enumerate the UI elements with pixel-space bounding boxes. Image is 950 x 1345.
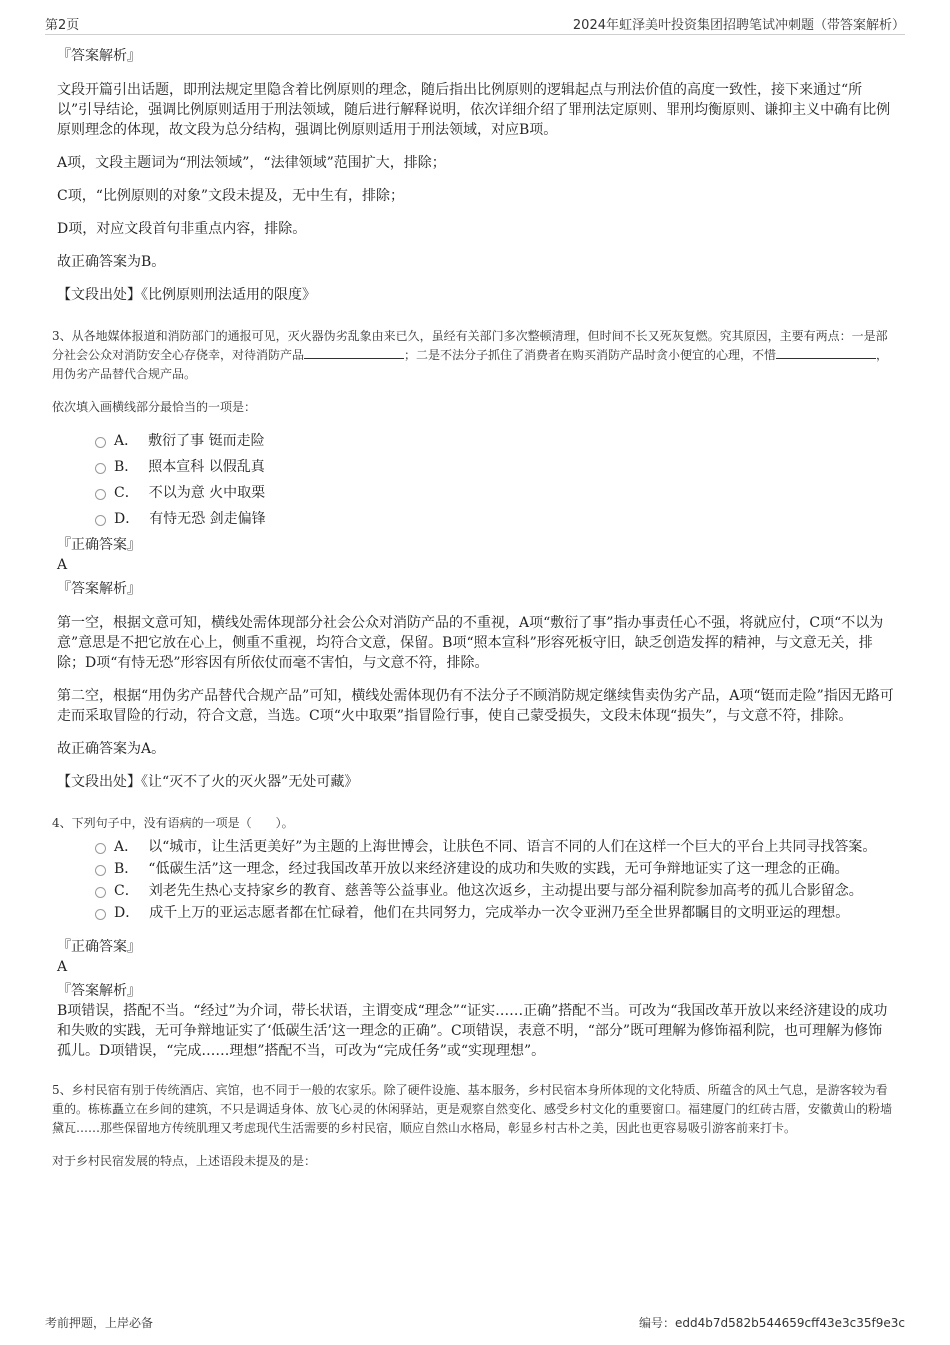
q3-option-c[interactable]: C． 不以为意 火中取栗 (95, 483, 895, 503)
q2-analysis-p3: C项，“比例原则的对象”文段未提及，无中生有，排除； (57, 188, 405, 204)
q4-analysis-label: 『答案解析』 (57, 983, 141, 999)
page-header (45, 14, 905, 35)
q3-option-d[interactable]: D． 有恃无恐 剑走偏锋 (95, 509, 895, 529)
radio-icon[interactable] (95, 909, 106, 920)
q2-analysis-p5: 故正确答案为B。 (57, 254, 166, 270)
q3-text-a: 3、从各地媒体报道和消防部门的通报可见，灭火器伪劣乱象由来已久，虽经有关部门多次整顿清理，但时间不长又死灰复燃。究其原因，主要有两点：一是部分社会公众对消防安全心存侥幸，对待消防产品 (52, 329, 888, 362)
q4-analysis-p1: B项错误，搭配不当。“经过”为介词，带长状语，主谓变成“理念”“证实……正确”搭配不当。可改为“我国改革开放以来经济建设的成功和失败的实践，无可争辩地证实了‘低碳生活’这一理念的正确”。C项错误，表意不明，“部分”既可理解为修饰福利院，也可理解为修饰孤儿。D项错误，“完成……理想”搭配不当，可改为“完成任务”或“实现理想”。 (57, 1003, 888, 1059)
q2-source: 【文段出处】《比例原则刑法适用的限度》 (57, 287, 316, 303)
q3-analysis-p1: 第一空，根据文意可知，横线处需体现部分社会公众对消防产品的不重视，A项“敷衍了事”指办事责任心不强，将就应付，C项“不以为意”意思是不把它放在心上，侧重不重视，均符合文意，保留。B项“照本宣科”形容死板守旧，缺乏创造发挥的精神，与文意无关，排除；D项“有恃无恐”形容因有所依仗而毫不害怕，与文意不符，排除。 (57, 615, 884, 671)
q4-answer-label: 『正确答案』 (57, 939, 141, 955)
q2-analysis-label: 『答案解析』 (57, 48, 141, 64)
q2-analysis-p4: D项，对应文段首句非重点内容，排除。 (57, 221, 307, 237)
q3-prompt: 依次填入画横线部分最恰当的一项是： (52, 400, 257, 414)
q3-option-a[interactable]: A． 敷衍了事 铤而走险 (95, 431, 895, 451)
q4-option-d[interactable]: D． 成千上万的亚运志愿者都在忙碌着，他们在共同努力，完成举办一次令亚洲乃至全世界都瞩目的文明亚运的理想。 (95, 903, 895, 923)
radio-icon[interactable] (95, 463, 106, 474)
main-content (52, 46, 895, 1183)
q3-source: 【文段出处】《让“灭不了火的灭火器”无处可藏》 (57, 774, 359, 790)
q3-answer: A (57, 557, 68, 573)
q5-prompt: 对于乡村民宿发展的特点，上述语段未提及的是： (52, 1154, 317, 1168)
q3-blank-1 (304, 346, 404, 359)
q3-analysis-p2: 第二空，根据“用伪劣产品替代合规产品”可知，横线处需体现仍有不法分子不顾消防规定继续售卖伪劣产品，A项“铤而走险”指因无路可走而采取冒险的行动，符合文意，当选。C项“火中取栗”指冒险行事，使自己蒙受损失，文段未体现“损失”，与文意不符，排除。 (57, 688, 894, 724)
radio-icon[interactable] (95, 437, 106, 448)
q3-text-c: ，用伪劣产品替代合规产品。 (52, 348, 889, 381)
q3-analysis-p3: 故正确答案为A。 (57, 741, 166, 757)
q2-analysis-p1: 文段开篇引出话题，即刑法规定里隐含着比例原则的理念，随后指出比例原则的逻辑起点与刑法价值的高度一致性，接下来通过“所以”引导结论，强调比例原则适用于刑法领域，随后进行解释说明，依次详细介绍了罪刑法定原则、罪刑均衡原则、谦抑主义中确有比例原则理念的体现，故文段为总分结构，强调比例原则适用于刑法领域，对应B项。 (57, 82, 891, 138)
radio-icon[interactable] (95, 843, 106, 854)
radio-icon[interactable] (95, 489, 106, 500)
footer-id: 编号：edd4b7d582b544659cff43e3c35f9e3c (639, 1316, 905, 1330)
q4-option-b[interactable]: B． “低碳生活”这一理念，经过我国改革开放以来经济建设的成功和失败的实践，无可争辩地证实了这一理念的正确。 (95, 859, 895, 879)
q3-question (52, 327, 895, 384)
footer-slogan: 考前押题，上岸必备 (45, 1316, 154, 1330)
q5-question: 5、乡村民宿有别于传统酒店、宾馆，也不同于一般的农家乐。除了硬件设施、基本服务，乡村民宿本身所体现的文化特质、所蕴含的风土气息，是游客较为看重的。栋栋矗立在乡间的建筑，不只是调适身体、放飞心灵的休闲驿站，更是观察自然变化、感受乡村文化的重要窗口。福建厦门的红砖古厝，安徽黄山的粉墙黛瓦……那些保留地方传统肌理又考虑现代生活需要的乡村民宿，顺应自然山水格局，彰显乡村古朴之美，因此也更容易吸引游客前来打卡。 (52, 1083, 893, 1135)
q4-answer: A (57, 959, 68, 975)
q3-text-b: ；二是不法分子抓住了消费者在购买消防产品时贪小便宜的心理，不惜 (404, 348, 777, 362)
q4-option-a[interactable]: A． 以“城市，让生活更美好”为主题的上海世博会，让肤色不同、语言不同的人们在这样一个巨大的平台上共同寻找答案。 (95, 837, 895, 857)
page-number: 第2页 (45, 18, 80, 33)
q3-options (95, 431, 895, 529)
q3-analysis-label: 『答案解析』 (57, 581, 141, 597)
q3-option-b[interactable]: B． 照本宣科 以假乱真 (95, 457, 895, 477)
q4-options (95, 837, 895, 923)
q2-analysis-p2: A项，文段主题词为“刑法领域”，“法律领域”范围扩大，排除； (57, 155, 446, 171)
q3-answer-label: 『正确答案』 (57, 537, 141, 553)
q4-question: 4、下列句子中，没有语病的一项是（ ）。 (52, 816, 294, 830)
q3-blank-2 (776, 346, 876, 359)
q4-option-c[interactable]: C． 刘老先生热心支持家乡的教育、慈善等公益事业。他这次返乡，主动提出要与部分福利院参加高考的孤儿合影留念。 (95, 881, 895, 901)
document-title: 2024年虹泽美叶投资集团招聘笔试冲刺题（带答案解析） (572, 18, 905, 33)
radio-icon[interactable] (95, 865, 106, 876)
radio-icon[interactable] (95, 887, 106, 898)
radio-icon[interactable] (95, 515, 106, 526)
